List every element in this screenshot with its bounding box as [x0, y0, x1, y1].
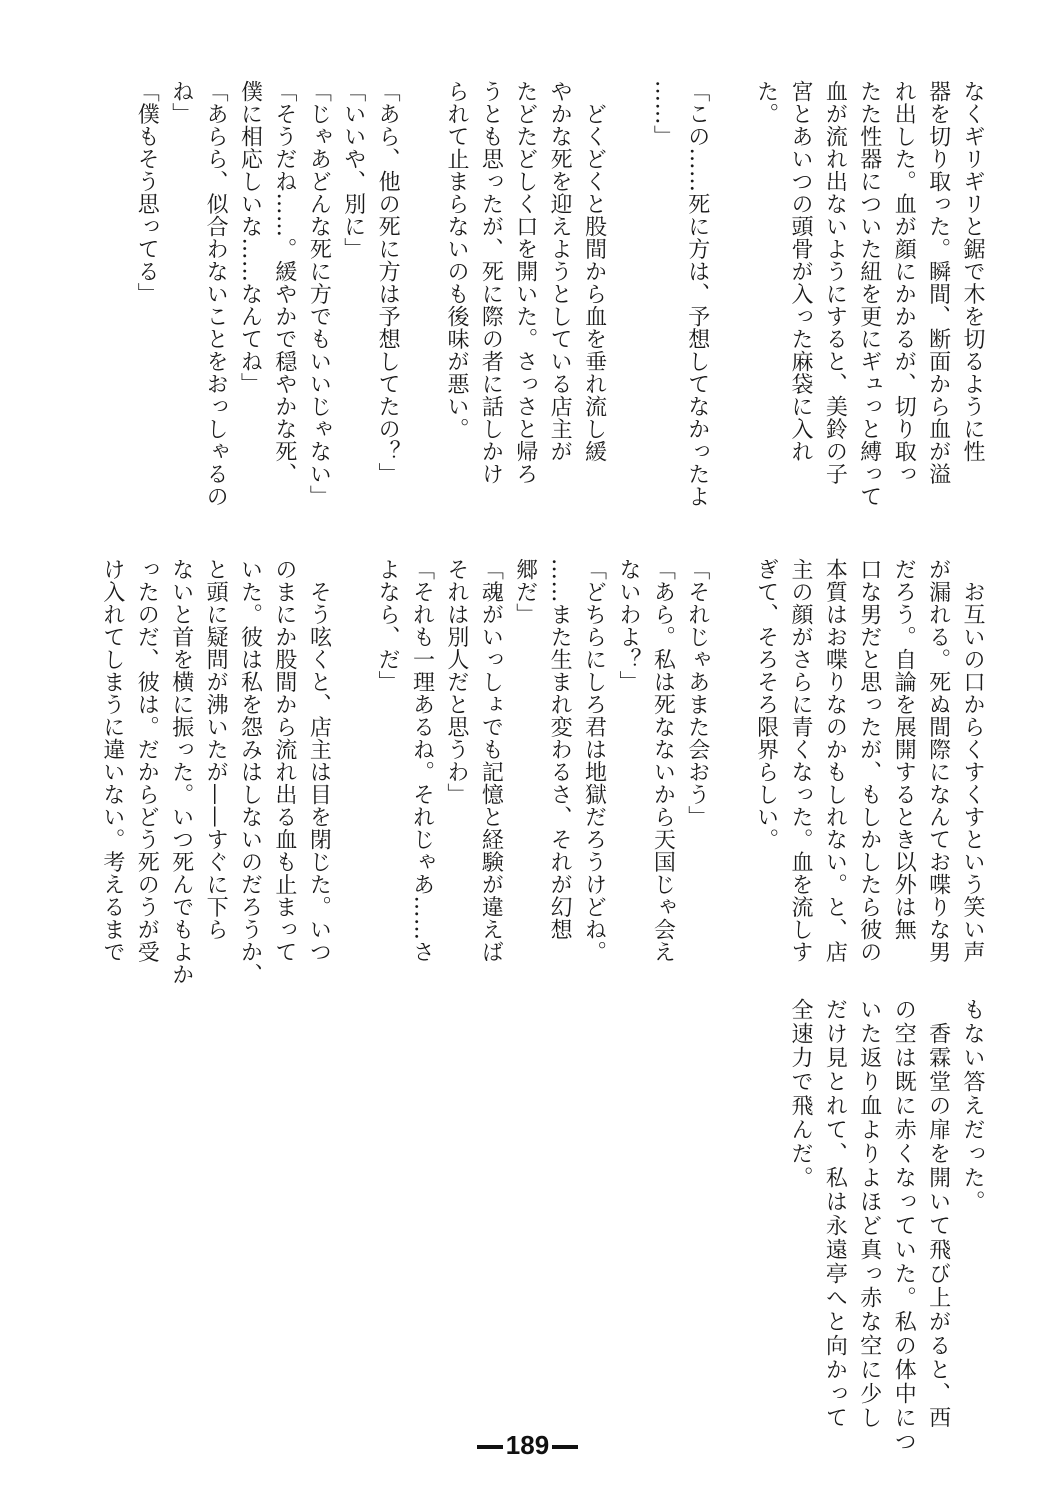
text-line: いた返り血よりよほど真っ赤な空に少し [856, 998, 882, 1430]
text-line: だけ見とれて、私は永遠亭へと向かって [822, 998, 848, 1430]
text-line: もない答えだった。 [960, 998, 985, 1214]
text-line: 香霖堂の扉を開いて飛び上がると、西 [925, 998, 951, 1430]
text-line [714, 558, 748, 958]
text-line: ないわよ？」 [615, 558, 641, 693]
text-line: 僕に相応しいな……なんてね」 [237, 80, 263, 395]
text-line: 「そうだね……。緩やかで穏やかな死、 [271, 80, 297, 485]
text-line: 「僕もそう思ってる」 [134, 80, 160, 305]
text-line: 「どちらにしろ君は地獄だろうけどね。 [581, 558, 607, 963]
page-number-dash-left [477, 1445, 503, 1449]
text-line: 本質はお喋りなのかもしれない。と、店 [822, 558, 848, 963]
text-line: れ出した。血が顔にかかるが、切り取っ [891, 80, 917, 485]
text-line: 器を切り取った。瞬間、断面から血が溢 [925, 80, 951, 485]
text-tier-middle [94, 558, 989, 986]
text-line: なくギリギリと鋸で木を切るように性 [960, 80, 985, 463]
text-line: ……また生まれ変わるさ、それが幻想 [547, 558, 573, 941]
text-line: られて止まらないのも後味が悪い。 [443, 80, 469, 440]
text-tier-upper [129, 80, 989, 508]
text-line: だろう。自論を展開するとき以外は無 [891, 558, 917, 941]
text-line: 「それじゃあまた会おう」 [684, 558, 710, 828]
text-line: ……」 [650, 80, 676, 148]
text-line: 「それも一理あるね。それじゃあ……さ [409, 558, 435, 963]
text-line: いた。彼は私を怨みはしないのだろうか、 [237, 558, 263, 986]
text-line: 「あら。私は死なないから天国じゃ会え [650, 558, 676, 963]
text-line: が漏れる。死ぬ間際になんてお喋りな男 [925, 558, 951, 963]
page-number [0, 1430, 1055, 1461]
text-tier-lower [783, 998, 989, 1454]
text-line: ぎて、そろそろ限界らしい。 [753, 558, 779, 851]
page-number-value: 189 [505, 1430, 550, 1460]
text-line: うとも思ったが、死に際の者に話しかけ [478, 80, 504, 485]
text-line: ったのだ、彼は。だからどう死のうが受 [134, 558, 160, 963]
text-line: 「いいや、別に」 [340, 80, 366, 260]
text-line: たどたどしく口を開いた。さっさと帰ろ [512, 80, 538, 485]
text-line: やかな死を迎えようとしている店主が [547, 80, 573, 463]
text-line: のまにか股間から流れ出る血も止まって [271, 558, 297, 963]
text-line: 「あら、他の死に方は予想してたの？」 [375, 80, 401, 485]
text-line: た。 [753, 80, 779, 125]
text-line: ないと首を横に振った。いつ死んでもよか [168, 558, 194, 986]
text-line [404, 80, 438, 470]
text-line: 宮とあいつの頭骨が入った麻袋に入れ [787, 80, 813, 463]
text-line: 「あらら、似合わないことをおっしゃるの [203, 80, 229, 508]
text-line: 「魂がいっしょでも記憶と経験が違えば [478, 558, 504, 963]
text-line: 血が流れ出ないようにすると、美鈴の子 [822, 80, 848, 485]
text-line: 主の顔がさらに青くなった。血を流しす [787, 558, 813, 963]
text-line: そう呟くと、店主は目を閉じた。いつ [306, 558, 332, 963]
text-line: 全速力で飛んだ。 [787, 998, 813, 1190]
text-line: 「じゃあどんな死に方でもいいじゃない」 [306, 80, 332, 508]
text-line [335, 558, 369, 958]
text-line: と頭に疑問が沸いたが——すぐに下ら [203, 558, 229, 941]
text-line [611, 80, 645, 470]
text-line [714, 80, 748, 470]
text-line: よなら、だ」 [375, 558, 401, 693]
text-line: 口な男だと思ったが、もしかしたら彼の [856, 558, 882, 963]
text-line: それは別人だと思うわ」 [443, 558, 469, 806]
text-line: どくどくと股間から血を垂れ流し緩 [581, 80, 607, 463]
text-line: たた性器についた紐を更にギュっと縛って [856, 80, 882, 508]
text-line: お互いの口からくすくすという笑い声 [960, 558, 985, 963]
page-number-dash-right [552, 1445, 578, 1449]
text-line: ね」 [168, 80, 194, 125]
text-line: け入れてしまうに違いない。考えるまで [99, 558, 125, 963]
text-line: 「この……死に方は、予想してなかったよ [684, 80, 710, 508]
text-line: 郷だ」 [512, 558, 538, 626]
text-line: の空は既に赤くなっていた。私の体中につ [891, 998, 917, 1454]
